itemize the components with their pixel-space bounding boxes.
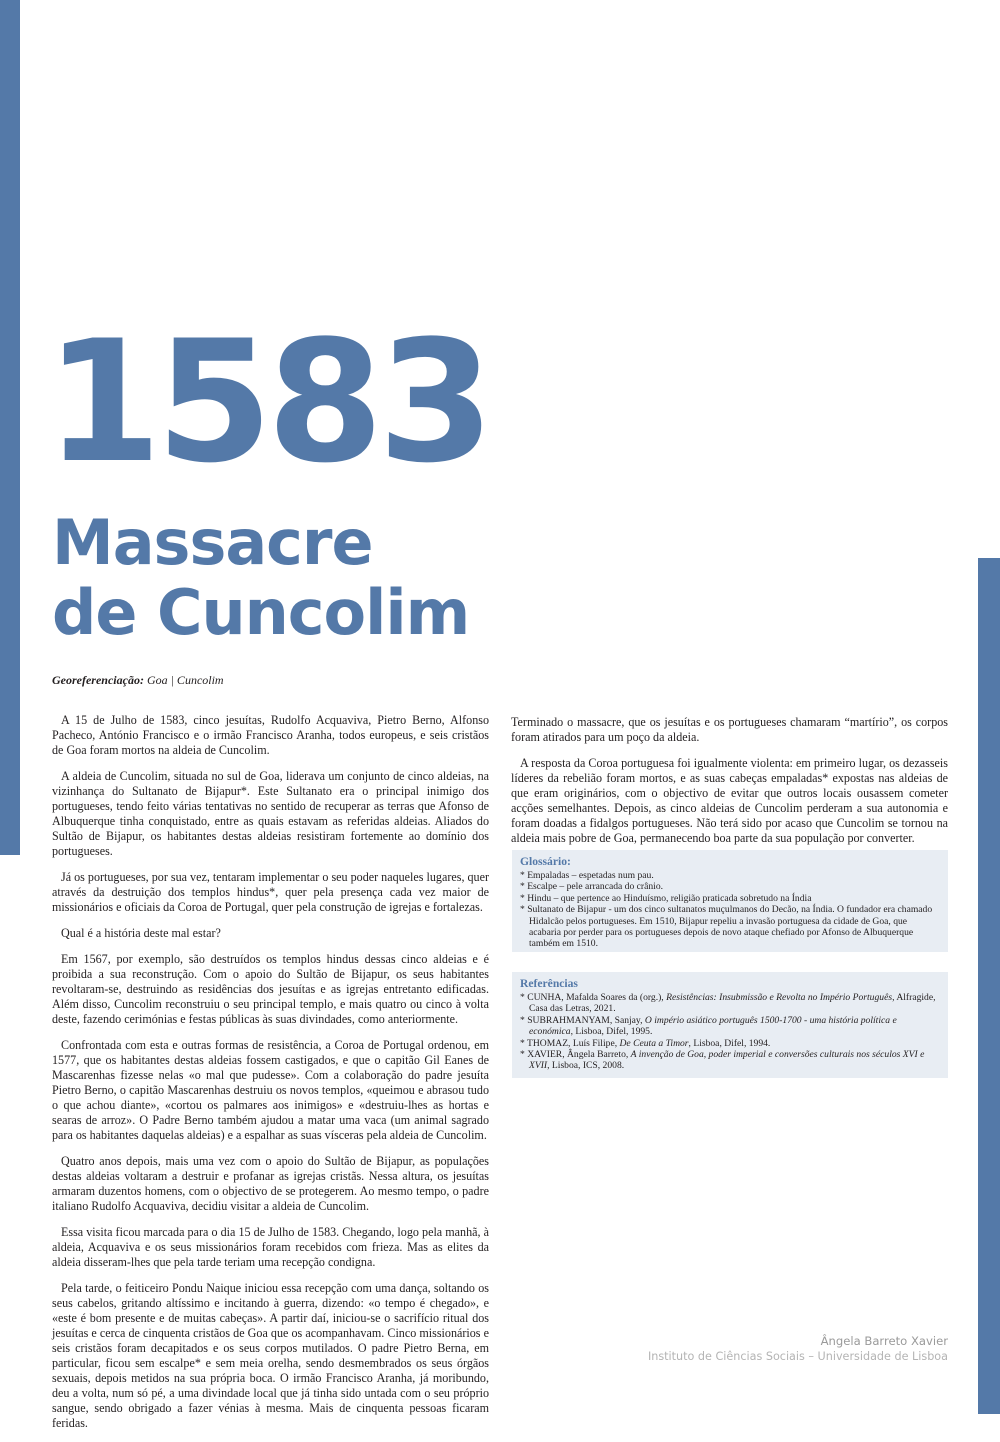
references-title: Referências [520, 977, 578, 990]
paragraph: A 15 de Julho de 1583, cinco jesuítas, Rudolfo Acquaviva, Pietro Berno, Alfonso Pacheco, António Francisco e o irmão Francisco Aranha, todos europeus, e seis cristãos de Goa foram mortos na aldeia de Cuncolim. [52, 713, 489, 757]
paragraph: Qual é a história deste mal estar? [61, 926, 221, 940]
glossary-item: * Empaladas – espetadas num pau. [520, 870, 654, 881]
reference-item: * THOMAZ, Luís Filipe, De Ceuta a Timor, Lisboa, Difel, 1994. [520, 1037, 771, 1049]
glossary-item: * Escalpe – pele arrancada do crânio. [520, 881, 664, 893]
right-accent-bar [978, 558, 1000, 1414]
reference-item: * SUBRAHMANYAM, Sanjay, O império asiático português 1500-1700 - uma história política e económica, Lisboa, Difel, 1995. [520, 1014, 897, 1038]
paragraph: Essa visita ficou marcada para o dia 15 de Julho de 1583. Chegando, logo pela manhã, à aldeia, Acquaviva e os seus missionários foram recebidos com frieza. Mas as elites da aldeia disseram-lhes que pela tarde teriam uma recepção condigna. [52, 1225, 489, 1269]
references-box [512, 972, 948, 1078]
paragraph: A resposta da Coroa portuguesa foi igualmente violenta: em primeiro lugar, os dezasseis líderes da rebelião foram mortos, e as suas cabeças empaladas* expostas nas aldeias de que eram originários, com o objectivo de evitar que outros locais ousassem cometer acções semelhantes. Depois, as cinco aldeias de Cuncolim perderam a sua autonomia e foram doadas a fidalgos portugueses. Não terá sido por acaso que Cuncolim se tornou na aldeia mais pobre de Goa, permanecendo boa parte da sua população por converter. [511, 756, 948, 845]
glossary-item: * Sultanato de Bijapur - um dos cinco sultanatos muçulmanos do Decão, na Índia. O fundador era chamado Hidalcão pelos portugueses. Em 1510, Bijapur repeliu a invasão portuguesa da cidade de Goa, que acabaria por perder para os portugueses depois de novo ataque chefiado por Afonso de Albuquerque também em 1510. [520, 904, 933, 950]
author-credit [648, 1334, 948, 1364]
author-institution: Instituto de Ciências Sociais – Universidade de Lisboa [647, 1350, 948, 1363]
georeference-value: Goa | Cuncolim [146, 673, 224, 687]
title-line-1: Massacre [52, 506, 373, 579]
paragraph: Em 1567, por exemplo, são destruídos os templos hindus dessas cinco aldeias e é proibida a sua reconstrução. Com o apoio do Sultão de Bijapur, os seus habitantes revoltaram-se, destruindo as residências dos jesuítas e as igrejas entretanto edificadas. Além disso, Cuncolim reconstruiu o seu principal templo, e mais quatro ou cinco à volta deste, fazendo cerimónias e festas públicas às suas divindades, como anteriormente. [52, 952, 489, 1026]
paragraph: Já os portugueses, por sua vez, tentaram implementar o seu poder naqueles lugares, quer através da destruição dos templos hindus*, quer pela presença cada vez maior de missionários e oficiais da Coroa de Portugal, quer pela construção de igrejas e fortalezas. [52, 870, 489, 914]
body-column-right [511, 715, 948, 857]
georeference-label: Georeferenciação: [52, 673, 144, 687]
reference-item: * XAVIER, Ângela Barreto, A invenção de Goa, poder imperial e conversões culturais nos séculos XVI e XVII, Lisboa, ICS, 2008. [520, 1049, 925, 1072]
paragraph: Quatro anos depois, mais uma vez com o apoio do Sultão de Bijapur, as populações destas aldeias voltaram a destruir e profanar as igrejas cristãs. Nessa altura, os jesuítas armaram duzentos homens, com o objectivo de se protegerem. Ao mesmo tempo, o padre italiano Rudolfo Acquaviva, decidiu visitar a aldeia de Cuncolim. [52, 1154, 489, 1213]
paragraph: A aldeia de Cuncolim, situada no sul de Goa, liderava um conjunto de cinco aldeias, na vizinhança do Sultanato de Bijapur*. Este Sultanato era o principal inimigo dos portugueses, tendo feito várias tentativas no sentido de recuperar as terras que Afonso de Albuquerque tinha conquistado, entre as quais estavam as referidas aldeias. Aliados do Sultão de Bijapur, os habitantes destas aldeias resistiram fortemente ao domínio dos portugueses. [52, 769, 489, 858]
glossary-box [512, 850, 948, 952]
glossary-title: Glossário: [520, 855, 571, 868]
paragraph: Terminado o massacre, que os jesuítas e os portugueses chamaram “martírio”, os corpos foram atirados para um poço da aldeia. [511, 715, 948, 744]
paragraph: Pela tarde, o feiticeiro Pondu Naique iniciou essa recepção com uma dança, soltando os seus cabelos, gritando altíssimo e incitando à guerra, dizendo: «o tempo é chegado», e «este é bom presente e de muitas cabeças». A partir daí, iniciou-se o sacrifício ritual dos jesuítas e cerca de cinquenta cristãos de Goa que os acompanhavam. Cinco missionários e seis cristãos foram decapitados e os seus corpos mutilados. O padre Pietro Berna, em particular, ficou sem escalpe* e sem meia orelha, sendo desmembrados os seus órgãos sexuais, depois metidos na sua própria boca. O irmão Francisco Aranha, já moribundo, deu a volta, num só pé, a uma divindade local que já tinha sido untada com o seu próprio sangue, sendo obrigado a fazer vénias à mesma. Mais de cinquenta pessoas ficaram feridas. [52, 1281, 489, 1430]
left-accent-bar [0, 0, 20, 855]
reference-item: * CUNHA, Mafalda Soares da (org.), Resistências: Insubmissão e Revolta no Império Português, Alfragide, Casa das Letras, 2021. [520, 992, 936, 1015]
glossary-item: * Hindu – que pertence ao Hinduísmo, religião praticada sobretudo na Índia [520, 892, 812, 904]
georeference [52, 673, 224, 688]
page-title [52, 508, 469, 648]
paragraph: Confrontada com esta e outras formas de resistência, a Coroa de Portugal ordenou, em 1577, que os habitantes destas aldeias fossem castigados, e que o capitão Gil Eanes de Mascarenhas fizesse nelas «o mal que pudesse». Com a colaboração do padre jesuíta Pietro Berno, o capitão Mascarenhas destruiu os novos templos, «queimou e abrasou tudo o que achou diante», «cortou os palmares aos inimigos» e «destruiu-lhes as hortas e searas de arroz». O Padre Berno também ajudou a matar uma vaca (um animal sagrado para os habitantes daquelas aldeias) e a espalhar as suas vísceras pela aldeia de Cuncolim. [52, 1038, 489, 1142]
author-name: Ângela Barreto Xavier [820, 1334, 948, 1348]
page-year: 1583 [45, 304, 489, 500]
body-column-left [52, 713, 489, 1442]
title-line-2: de Cuncolim [52, 576, 470, 649]
